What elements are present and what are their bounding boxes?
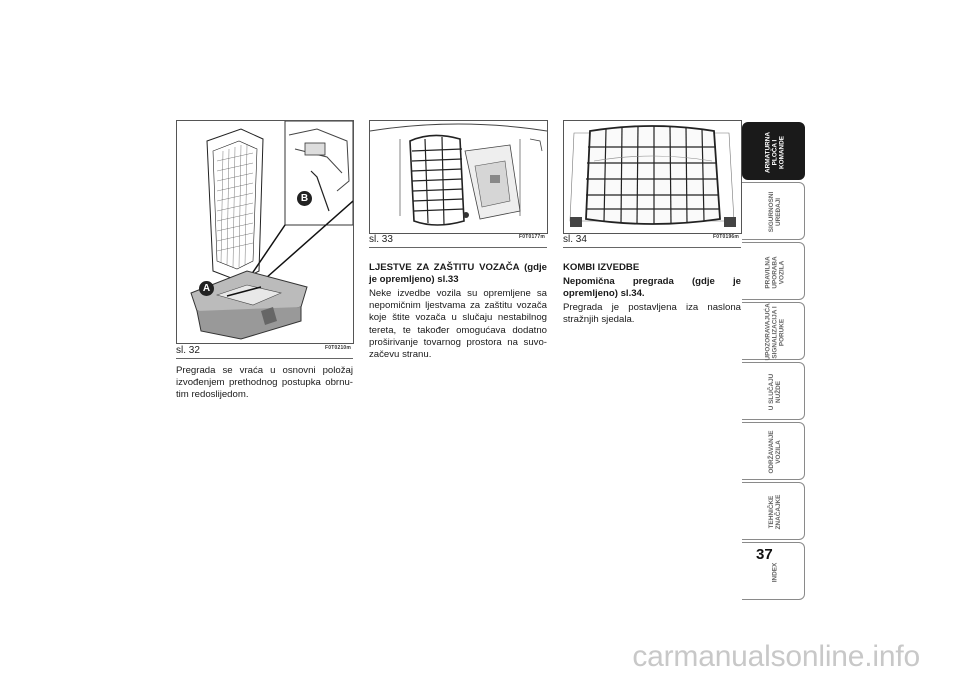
body-text: Pregrada je postavljena iza naslona stražnjih sjedala. xyxy=(563,302,741,326)
fixed-partition-illustration xyxy=(564,121,741,233)
column-1 xyxy=(176,365,353,402)
tab-sigurnosni-uredaji[interactable]: SIGURNOSNI UREĐAJI xyxy=(742,182,808,242)
figure-sl-33 xyxy=(369,120,548,234)
section-subheading: Nepomična pregrada (gdje je opremljeno) sl.34. xyxy=(563,276,741,299)
body-text: Neke izvedbe vozila su opremljene sa nepomičnim ljestvama za zaštitu vozača koje štite vozača u slučaju nestabilnog tereta, te također omogućava dodatno proširivanje tovarnog prostora na suvo-začevu stranu. xyxy=(369,288,547,361)
tab-armaturna-ploca[interactable]: ARMATURNA PLOČA I KOMANDE xyxy=(742,122,808,182)
figure-sl-32 xyxy=(176,120,354,344)
tab-pravilna-uporaba[interactable]: PRAVILNA UPORABA VOZILA xyxy=(742,242,808,302)
figure-code: F0T0177m xyxy=(519,234,546,240)
body-text: Pregrada se vraća u osnovni položaj izvođenjem prethodnog postupka obrnu-tim redoslijedom. xyxy=(176,365,353,401)
divider xyxy=(563,247,741,248)
figure-code: F0T0210m xyxy=(325,345,352,351)
column-3 xyxy=(563,262,741,326)
page-number: 37 xyxy=(756,546,773,563)
section-heading: KOMBI IZVEDBE xyxy=(563,262,640,273)
column-2 xyxy=(369,262,547,361)
section-heading: LJESTVE ZA ZAŠTITU VOZAČA (gdje je opremljeno) sl.33 xyxy=(369,262,547,285)
tab-tehnicke-znacajke[interactable]: TEHNIČKE ZNAČAJKE xyxy=(742,482,808,542)
figure-code: F0T0196m xyxy=(713,234,740,240)
tab-odrzavanje-vozila[interactable]: ODRŽAVANJE VOZILA xyxy=(742,422,808,482)
tab-u-slucaju-nuzde[interactable]: U SLUČAJU NUŽDE xyxy=(742,362,808,422)
tab-index[interactable]: INDEX xyxy=(742,542,808,602)
tab-upozoravajuca-signalizacija[interactable]: UPOZORAVAJUĆA SIGNALIZACIJA I PORUKE xyxy=(742,302,808,362)
partition-folding-illustration xyxy=(177,121,353,343)
figure-sl-34 xyxy=(563,120,742,234)
figure-label: sl. 34 xyxy=(563,234,587,245)
callout-A: A xyxy=(199,281,214,296)
callout-B: B xyxy=(297,191,312,206)
figure-label: sl. 32 xyxy=(176,345,200,356)
driver-protection-ladder-illustration xyxy=(370,121,547,233)
figure-label: sl. 33 xyxy=(369,234,393,245)
watermark: carmanualsonline.info xyxy=(632,640,920,673)
divider xyxy=(176,358,353,359)
divider xyxy=(369,247,547,248)
